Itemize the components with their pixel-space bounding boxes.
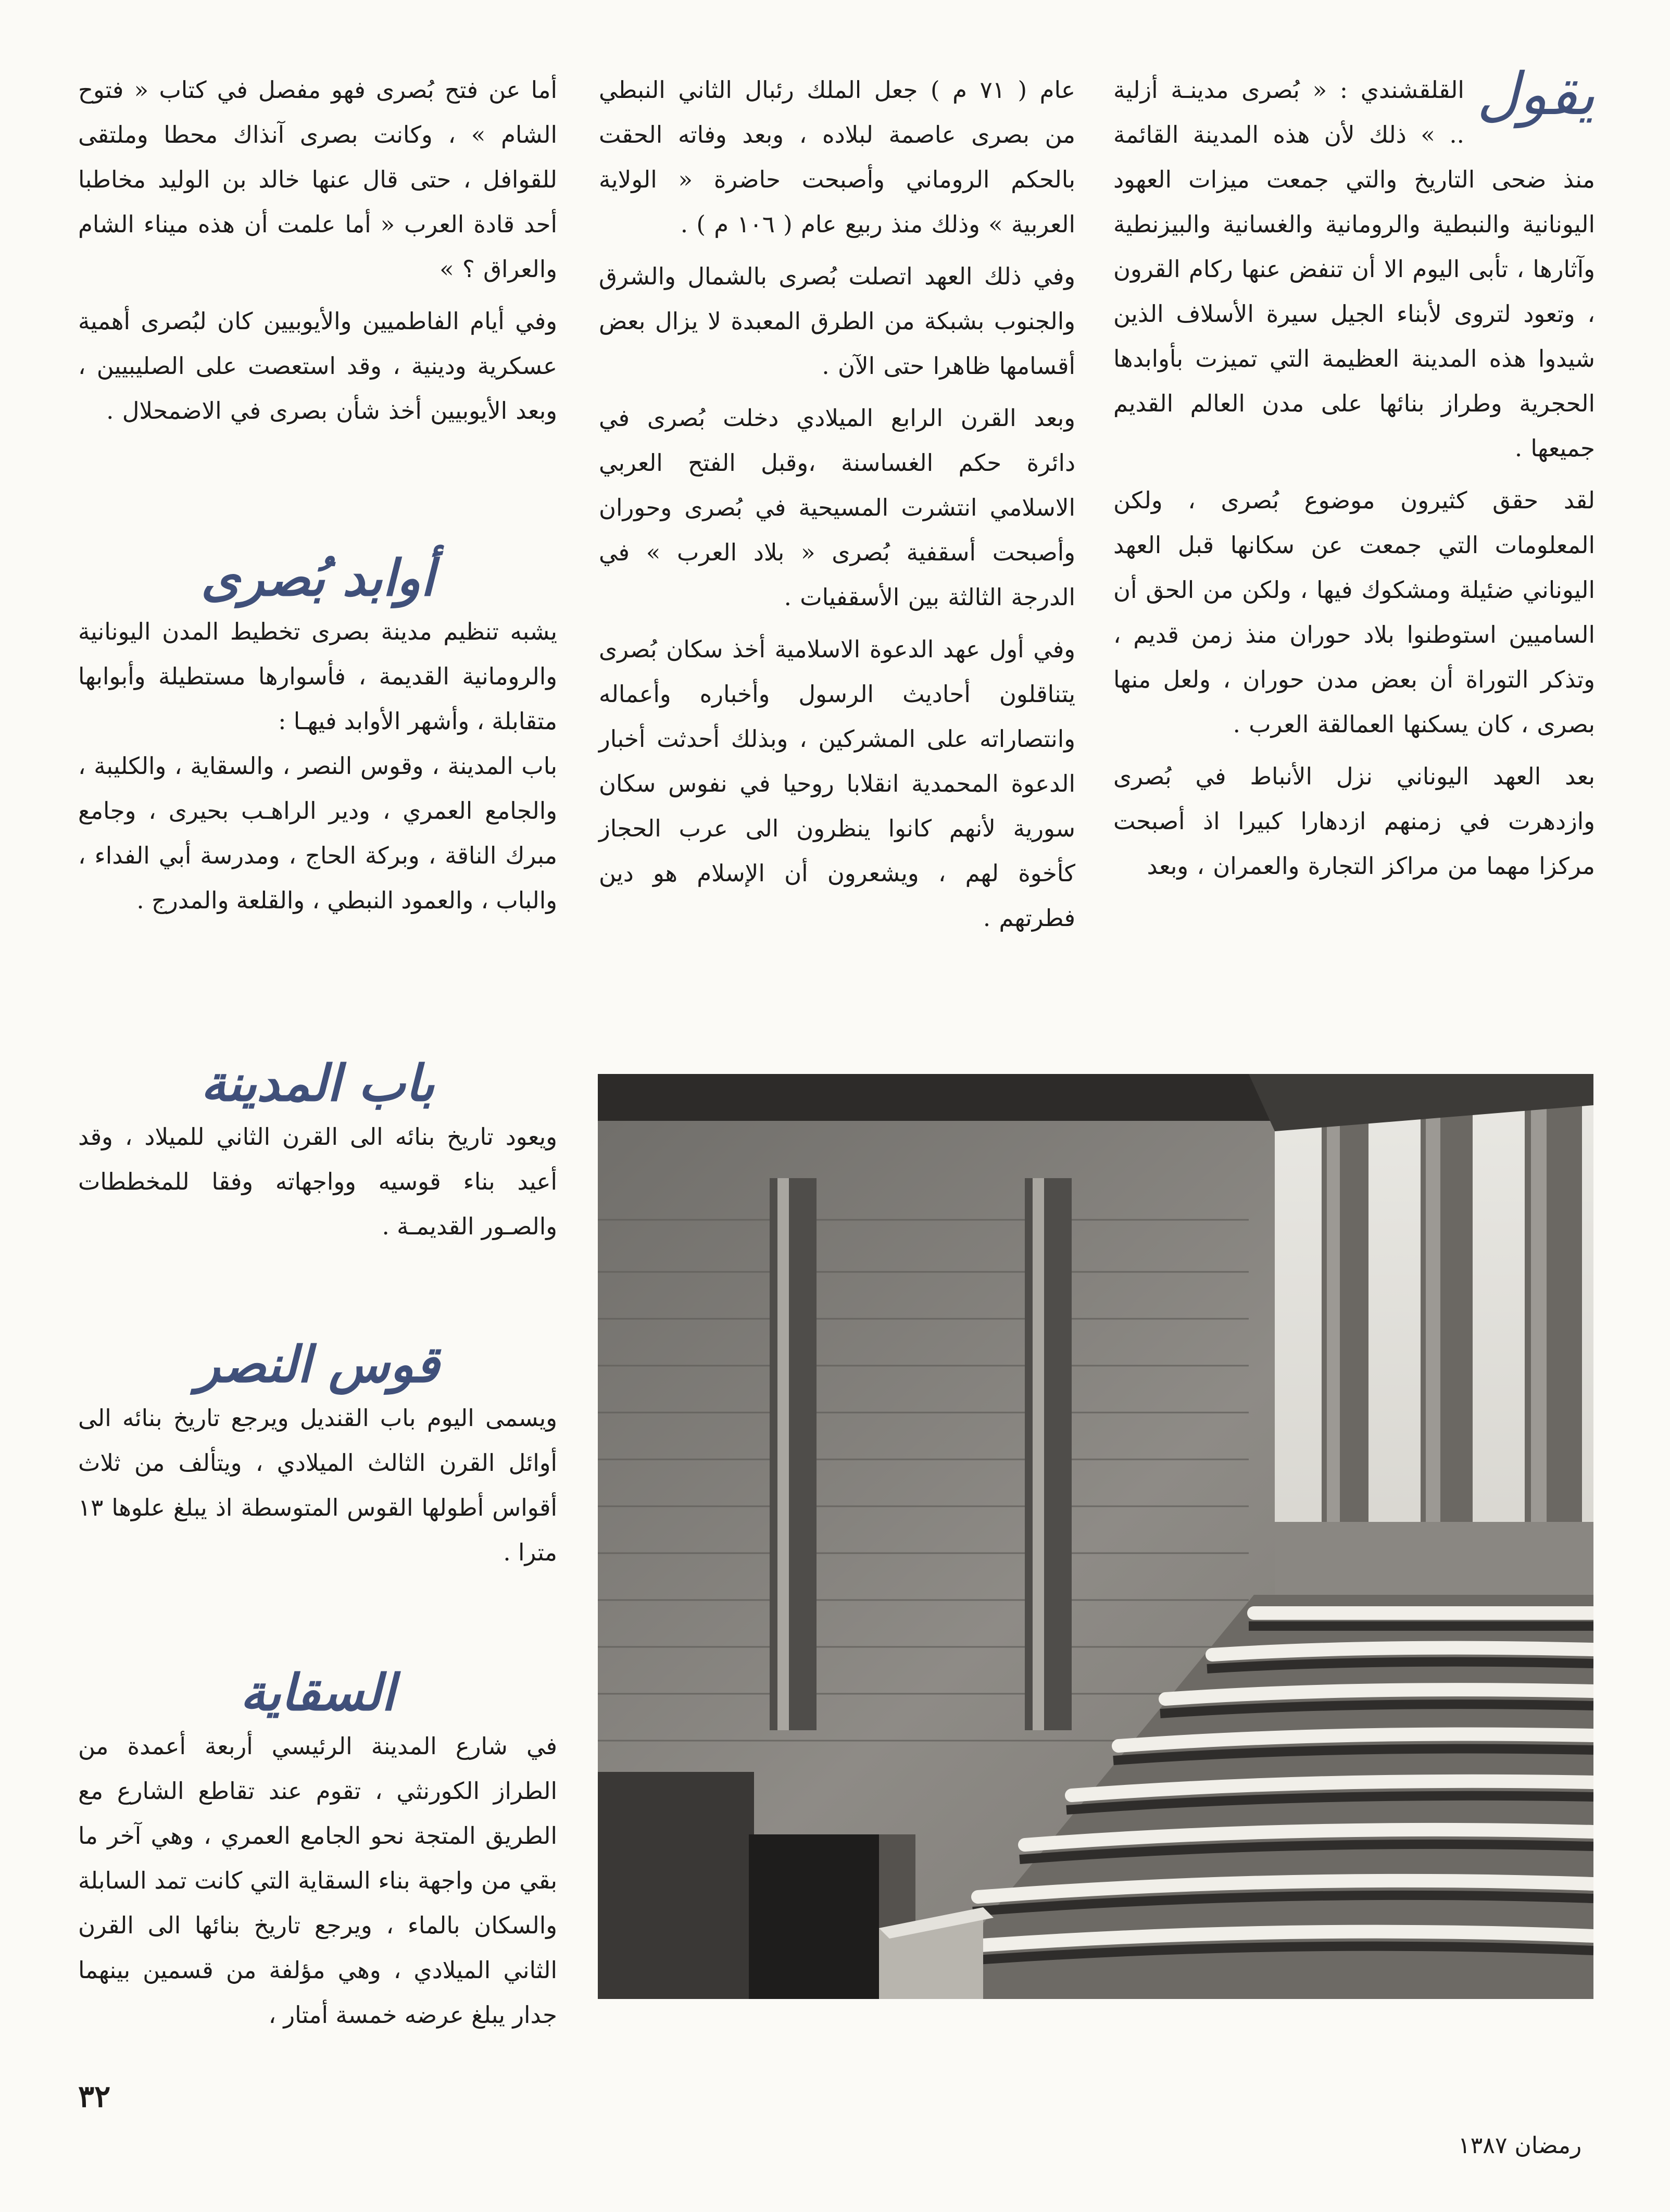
paragraph: في شارع المدينة الرئيسي أربعة أعمدة من الطراز الكورنثي ، تقوم عند تقاطع الشارع مع الطريق المتجة نحو الجامع العمري ، وهي آخر ما بقي من واجهة بناء السقاية التي كانت تمد السابلة والسكان بالماء ، ويرجع تاريخ بنائها الى القرن الثاني الميلادي ، وهي مؤلفة من قسمين بينهما جدار يبلغ عرضه خمسة أمتار ، <box>78 1732 557 2029</box>
page-number: ٣٢ <box>78 2079 111 2114</box>
section-heading: أوابد بُصرى <box>200 548 435 607</box>
paragraph: باب المدينة ، وقوس النصر ، والسقاية ، والكليبة ، والجامع العمري ، ودير الراهـب بحيرى ، وجامع مبرك الناقة ، وبركة الحاج ، ومدرسة أبي الفداء ، والباب ، والعمود النبطي ، والقلعة والمدرج . <box>78 752 557 914</box>
issue-date: رمضان ١٣٨٧ <box>1458 2132 1582 2159</box>
paragraph: يشبه تنظيم مدينة بصرى تخطيط المدن اليونانية والرومانية القديمة ، فأسوارها مستطيلة وأبوابها متقابلة ، وأشهر الأوابد فيهـا : <box>78 618 557 735</box>
section-bab-al-madina <box>78 1052 557 1249</box>
section-awabid <box>78 547 557 923</box>
opening-heading: يقول <box>1476 60 1595 128</box>
paragraph: ويعود تاريخ بنائه الى القرن الثاني للميلاد ، وقد أعيد بناء قوسيه وواجهاته وفقا للمخططات والصـور القديمـة . <box>78 1123 557 1240</box>
article-column-middle <box>599 68 1075 948</box>
paragraph: عام ( ٧١ م ) جعل الملك رئبال الثاني النبطي من بصرى عاصمة لبلاده ، وبعد وفاته الحقت بالحكم الروماني وأصبحت حاضرة « الولاية العربية » وذلك منذ ربيع عام ( ١٠٦ م ) . <box>599 76 1076 238</box>
section-qaws-al-nasr <box>78 1333 557 1575</box>
paragraph: أما عن فتح بُصرى فهو مفصل في كتاب « فتوح الشام » ، وكانت بصرى آنذاك محطا وملتقى للقوافل ، حتى قال عنها خالد بن الوليد مخاطبا أحد قادة العرب « أما علمت أن هذه ميناء الشام والعراق ؟ » <box>78 76 557 283</box>
paragraph: ويسمى اليوم باب القنديل ويرجع تاريخ بنائه الى أوائل القرن الثالث الميلادي ، ويتألف من ثلاث أقواس أطولها القوس المتوسطة اذ يبلغ علوها ١٣ مترا . <box>78 1404 557 1566</box>
paragraph: القلقشندي : « بُصرى مدينـة أزلية .. » ذلك لأن هذه المدينة القائمة منذ ضحى التاريخ والتي جمعت ميزات العهود اليونانية والنبطية والرومانية والغسانية والبيزنطية وآثارها ، تأبى اليوم الا أن تنفض عنها ركام القرون ، وتعود لتروى لأبناء الجيل سيرة الأسلاف الذين شيدوا هذه المدينة العظيمة التي تميزت بأوابدها الحجرية وطراز بنائها على مدن العالم القديم جميعها . <box>1113 76 1595 462</box>
article-column-left <box>78 68 557 441</box>
section-saqqaya <box>78 1661 557 2038</box>
paragraph: بعد العهد اليوناني نزل الأنباط في بُصرى وازدهرت في زمنهم ازدهارا كبيرا اذ أصبحت مركزا مهما من مراكز التجارة والعمران ، وبعد <box>1113 763 1595 880</box>
section-heading: قوس النصر <box>196 1335 440 1394</box>
article-column-right <box>1113 60 1595 896</box>
section-heading: باب المدينة <box>200 1054 435 1113</box>
section-heading: السقاية <box>240 1663 395 1722</box>
paragraph: وفي أول عهد الدعوة الاسلامية أخذ سكان بُصرى يتناقلون أحاديث الرسول وأخباره وأعماله وانتصاراته على المشركين ، وبذلك أحدثت أخبار الدعوة المحمدية انقلابا روحيا في نفوس سكان سورية لأنهم كانوا ينظرون الى عرب الحجاز كأخوة لهم ، ويشعرون أن الإسلام هو دين فطرتهم . <box>599 635 1075 932</box>
paragraph: وبعد القرن الرابع الميلادي دخلت بُصرى في دائرة حكم الغساسنة ،وقبل الفتح العربي الاسلامي انتشرت المسيحية في بُصرى وحوران وأصبحت أسقفية بُصرى « بلاد العرب » في الدرجة الثالثة بين الأسقفيات . <box>599 404 1075 611</box>
paragraph: وفي أيام الفاطميين والأيوبيين كان لبُصرى أهمية عسكرية ودينية ، وقد استعصت على الصليبيين ، وبعد الأيوبيين أخذ شأن بصرى في الاضمحلال . <box>78 307 557 424</box>
theatre-photograph <box>598 1074 1593 1999</box>
paragraph: لقد حقق كثيرون موضوع بُصرى ، ولكن المعلومات التي جمعت عن سكانها قبل العهد اليوناني ضئيلة ومشكوك فيها ، ولكن من الحق أن الساميين استوطنوا بلاد حوران منذ زمن قديم ، وتذكر التوراة أن بعض مدن حوران ، ولعل منها بصرى ، كان يسكنها العمالقة العرب . <box>1113 486 1595 738</box>
paragraph: وفي ذلك العهد اتصلت بُصرى بالشمال والشرق والجنوب بشبكة من الطرق المعبدة لا يزال بعض أقسامها ظاهرا حتى الآن . <box>599 263 1075 380</box>
